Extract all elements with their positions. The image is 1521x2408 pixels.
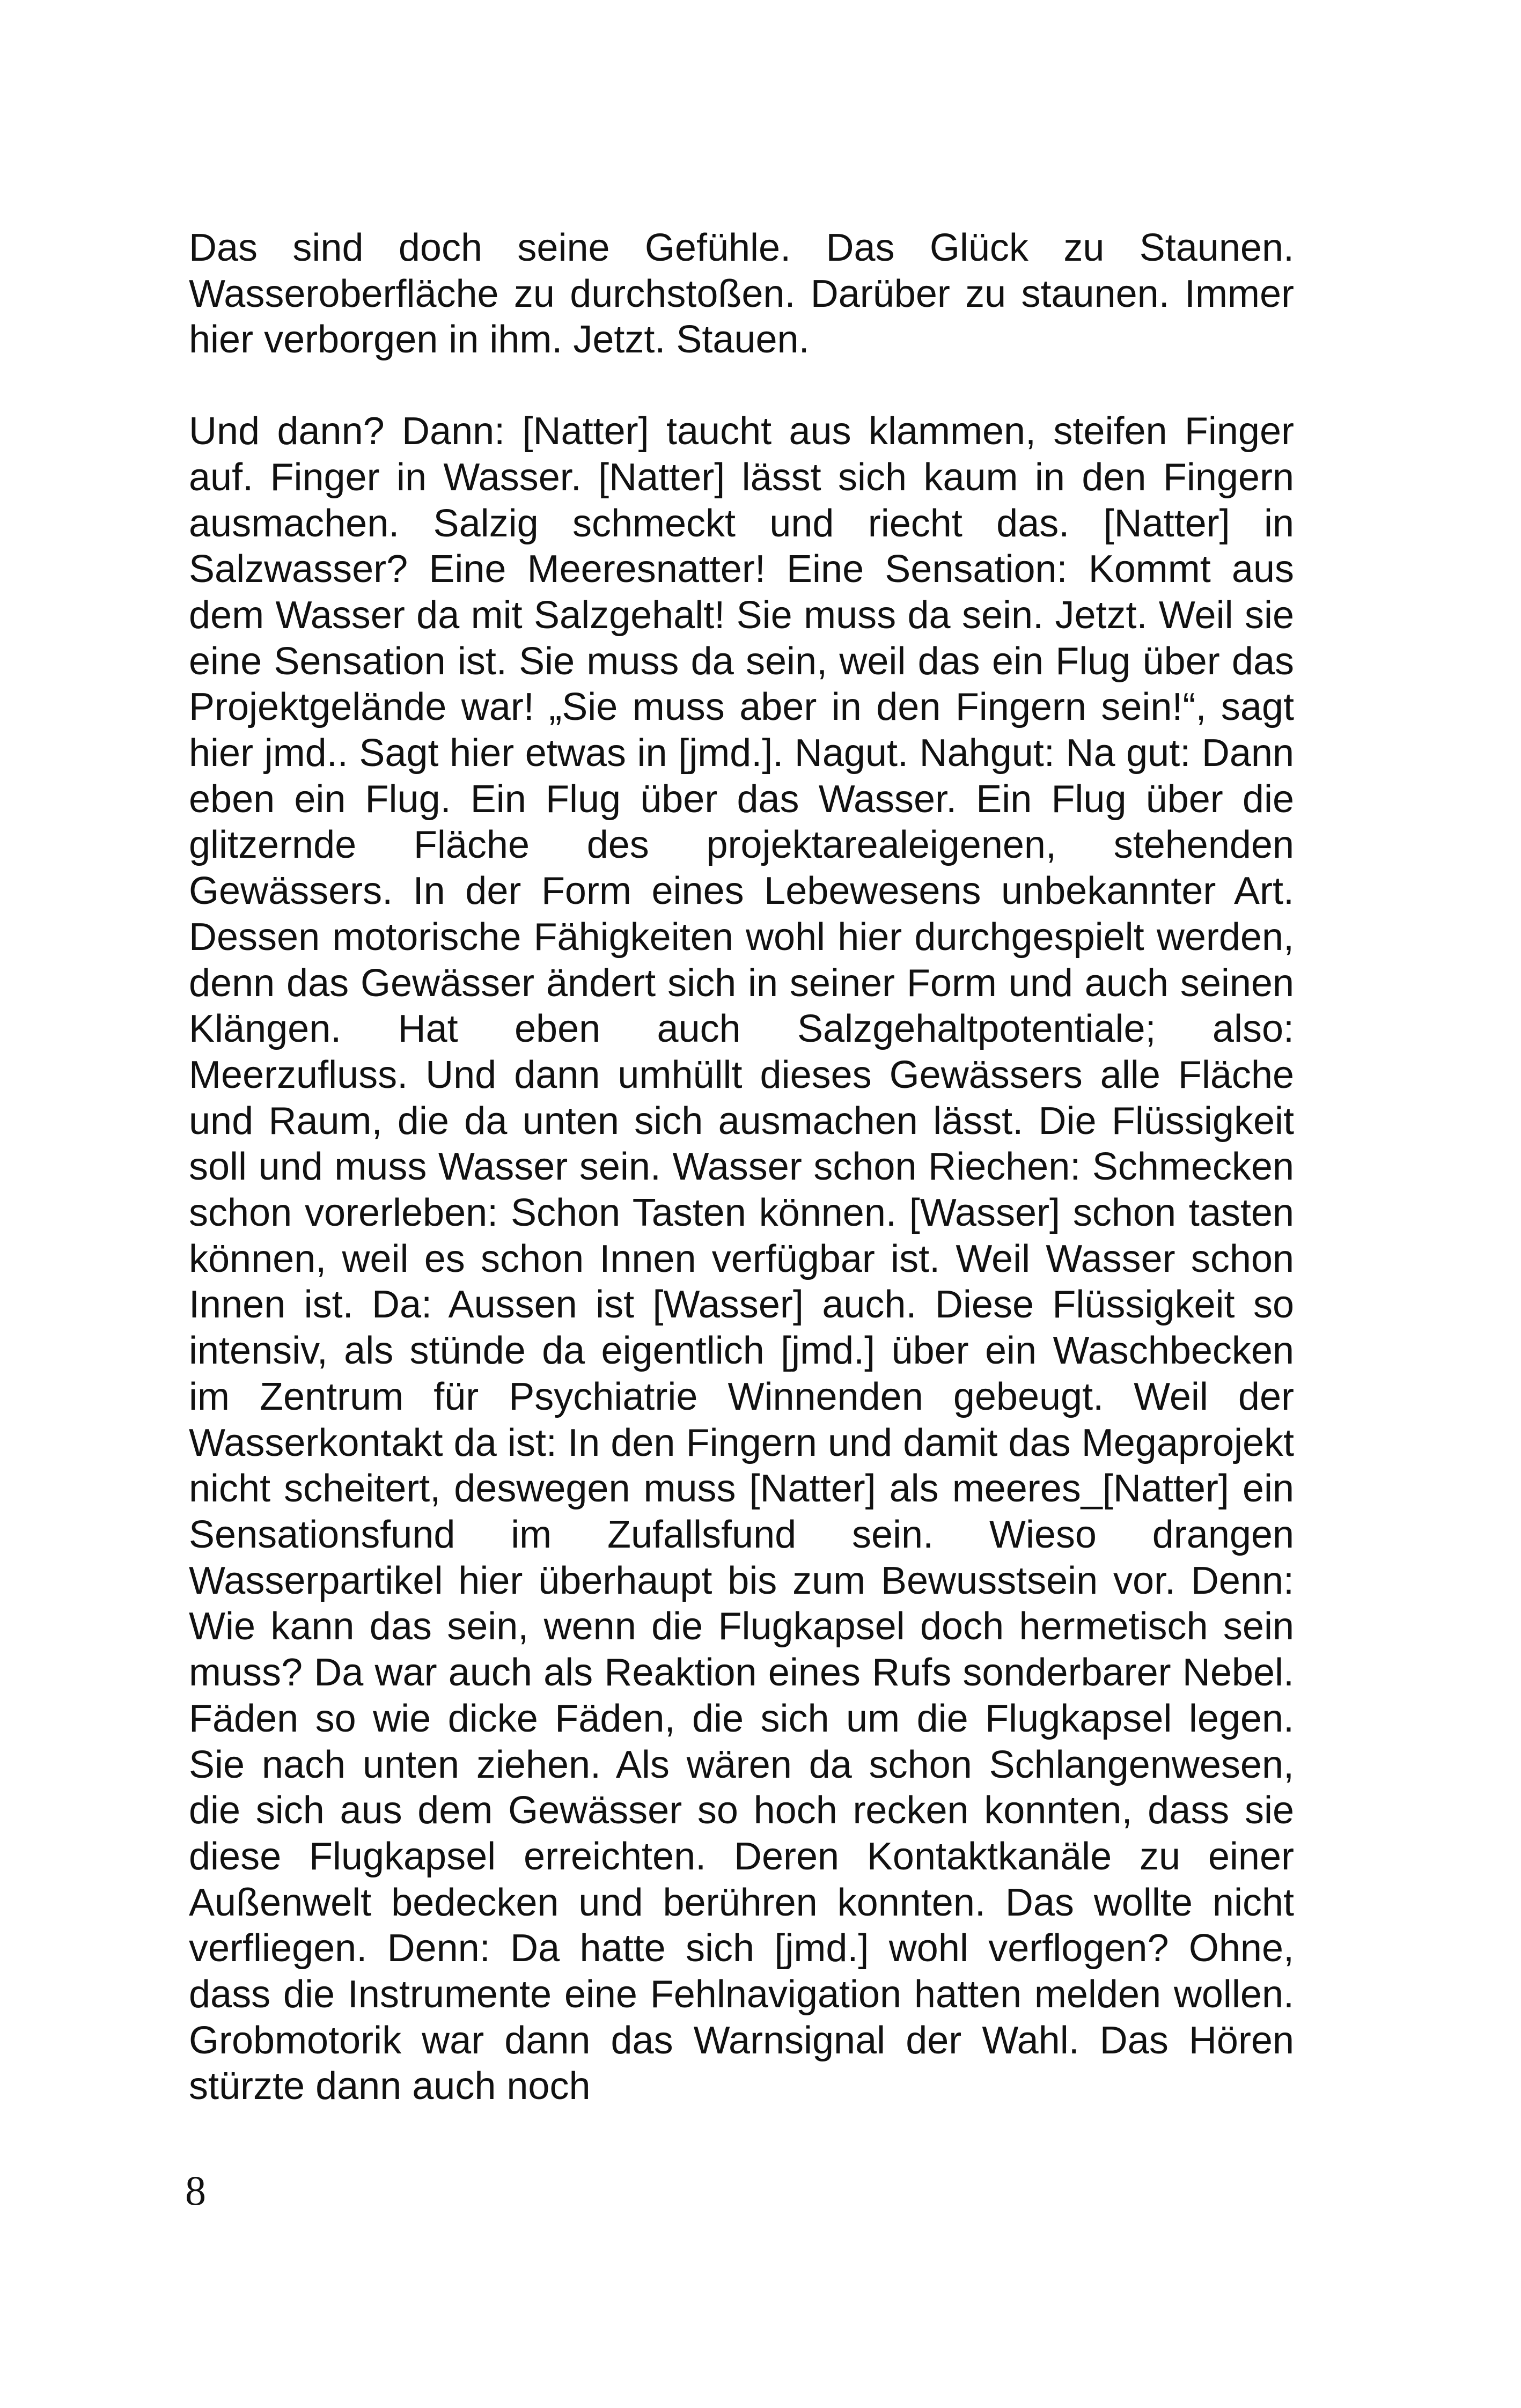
body-text (189, 225, 1294, 2110)
paragraph-2: Und dann? Dann: [Natter] taucht aus klammen, steifen Finger auf. Finger in Wasser. [Natter] lässt sich kaum in den Fingern ausmachen. Salzig schmeckt und riecht das. [Natter] in Salzwasser? Eine Meeresnatter! Eine Sensation: Kommt aus dem Wasser da mit Salzgehalt! Sie muss da sein. Jetzt. Weil sie eine Sensation ist. Sie muss da sein, weil das ein Flug über das Projektgelände war! „Sie muss aber in den Fingern sein!“, sagt hier jmd.. Sagt hier etwas in [jmd.]. Nagut. Nahgut: Na gut: Dann eben ein Flug. Ein Flug über das Wasser. Ein Flug über die glitzernde Fläche des projektarealeigenen, stehenden Gewässers. In der Form eines Lebewesens unbekannter Art. Dessen motorische Fähigkeiten wohl hier durchgespielt werden, denn das Gewässer ändert sich in seiner Form und auch seinen Klängen. Hat eben auch Salzgehaltpotentiale; also: Meerzufluss. Und dann umhüllt dieses Gewässers alle Fläche und Raum, die da unten sich ausmachen lässt. Die Flüssigkeit soll und muss Wasser sein. Wasser schon Riechen: Schmecken schon vorerleben: Schon Tasten können. [Wasser] schon tasten können, weil es schon Innen verfügbar ist. Weil Wasser schon Innen ist. Da: Aussen ist [Wasser] auch. Diese Flüssigkeit so intensiv, als stünde da eigentlich [jmd.] über ein Waschbecken im Zentrum für Psychiatrie Winnenden gebeugt. Weil der Wasserkontakt da ist: In den Fingern und damit das Megaprojekt nicht scheitert, deswegen muss [Natter] als meeres_[Natter] ein Sensationsfund im Zufallsfund sein. Wieso drangen Wasserpartikel hier überhaupt bis zum Bewusstsein vor. Denn: Wie kann das sein, wenn die Flugkapsel doch hermetisch sein muss? Da war auch als Reaktion eines Rufs sonderbarer Nebel. Fäden so wie dicke Fäden, die sich um die Flugkapsel legen. Sie nach unten ziehen. Als wären da schon Schlangenwesen, die sich aus dem Gewässer so hoch recken konnten, dass sie diese Flugkapsel erreichten. Deren Kontaktkanäle zu einer Außenwelt bedecken und berühren konnten. Das wollte nicht verfliegen. Denn: Da hatte sich [jmd.] wohl verflogen? Ohne, dass die Instrumente eine Fehlnavigation hatten melden wollen. Grobmotorik war dann das Warnsignal der Wahl. Das Hören stürzte dann auch noch (189, 410, 1294, 2108)
page-number: 8 (185, 2167, 206, 2214)
paragraph-1: Das sind doch seine Gefühle. Das Glück zu Staunen. Wasseroberfläche zu durchstoßen. Darüber zu staunen. Immer hier verborgen in ihm. Jetzt. Stauen. (189, 226, 1294, 362)
